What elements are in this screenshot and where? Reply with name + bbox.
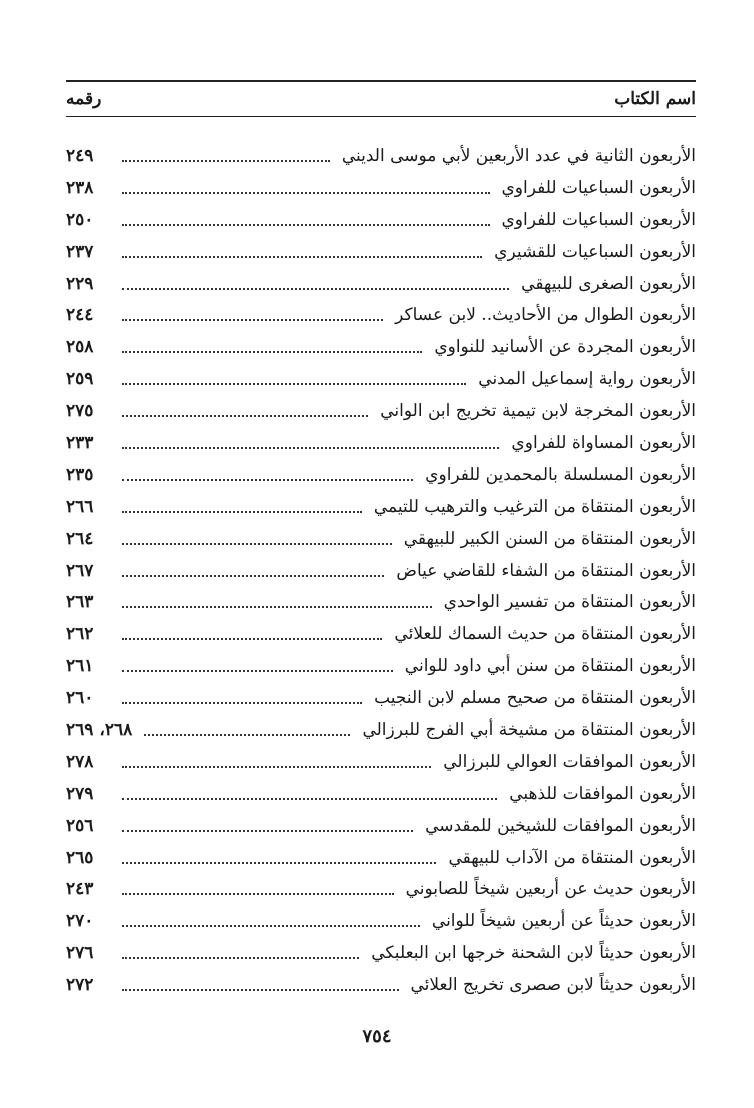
entry-page-number: ٢٦٠: [66, 688, 94, 709]
dot-leader: [122, 849, 436, 867]
entry-title: الأربعون المخرجة لابن تيمية تخريج ابن الواني: [380, 401, 696, 422]
entry-page-number: ٢٦٤: [66, 528, 94, 549]
number-header: رقمه: [66, 89, 102, 109]
entry-title: الأربعون الموافقات للذهبي: [509, 783, 696, 804]
list-item: [66, 778, 696, 810]
list-item: [66, 842, 696, 874]
book-name-header: اسم الكتاب: [614, 89, 696, 109]
entry-page-number: ٢٣٧: [66, 241, 94, 262]
table-header: [66, 84, 696, 114]
entry-title: الأربعون حديث عن أربعين شيخاً للصابوني: [405, 879, 696, 900]
entry-page-number: ٢٧٨: [66, 751, 94, 772]
entry-title: الأربعون السباعيات للقشيري: [494, 241, 696, 262]
list-item: [66, 172, 696, 204]
dot-leader: [122, 466, 413, 484]
entry-page-number: ٢٥٩: [66, 369, 94, 390]
list-item: [66, 873, 696, 905]
list-item: [66, 299, 696, 331]
dot-leader: [122, 944, 359, 962]
dot-leader: [122, 370, 466, 388]
dot-leader: [122, 976, 399, 994]
dot-leader: [122, 785, 497, 803]
dot-leader: [122, 275, 509, 293]
entry-title: الأربعون المنتقاة من حديث السماك للعلائي: [394, 624, 696, 645]
dot-leader: [122, 530, 392, 548]
entry-title: الأربعون رواية إسماعيل المدني: [478, 369, 696, 390]
entry-page-number: ٢٧٢: [66, 975, 94, 996]
list-item: [66, 523, 696, 555]
dot-leader: [144, 721, 350, 739]
list-item: [66, 491, 696, 523]
entry-title: الأربعون السباعيات للفراوي: [501, 209, 696, 230]
dot-leader: [122, 147, 330, 165]
page-number: ٧٥٤: [362, 1026, 392, 1047]
dot-leader: [122, 689, 362, 707]
list-item: [66, 714, 696, 746]
list-item: [66, 555, 696, 587]
dot-leader: [122, 912, 420, 930]
entry-page-number: ٢٤٩: [66, 145, 94, 166]
entry-title: الأربعون الصغرى للبيهقي: [521, 273, 696, 294]
list-item: [66, 937, 696, 969]
entry-title: الأربعون المنتقاة من الشفاء للقاضي عياض: [396, 560, 696, 581]
dot-leader: [122, 211, 490, 229]
entry-title: الأربعون الثانية في عدد الأربعين لأبي موسى الديني: [341, 145, 696, 166]
entry-page-number: ٢٧٥: [66, 401, 94, 422]
entry-title: الأربعون المجردة عن الأسانيد للنواوي: [434, 337, 696, 358]
entry-page-number: ٢٦٨، ٢٦٩: [66, 719, 133, 740]
dot-leader: [122, 306, 383, 324]
entry-title: الأربعون المنتقاة من تفسير الواحدي: [443, 592, 696, 613]
list-item: [66, 236, 696, 268]
entry-title: الأربعون المساواة للفراوي: [511, 432, 696, 453]
dot-leader: [122, 338, 422, 356]
dot-leader: [122, 562, 384, 580]
list-item: [66, 363, 696, 395]
dot-leader: [122, 593, 432, 611]
entry-title: الأربعون حديثاً لابن الشحنة خرجها ابن البعلبكي: [371, 943, 696, 964]
entries-list: [66, 140, 696, 1001]
entry-title: الأربعون المنتقاة من الآداب للبيهقي: [448, 847, 696, 868]
entry-title: الأربعون حديثاً لابن صصرى تخريج العلائي: [410, 975, 696, 996]
entry-page-number: ٢٦٢: [66, 624, 94, 645]
entry-title: الأربعون الموافقات العوالي للبرزالي: [443, 751, 696, 772]
dot-leader: [122, 817, 413, 835]
dot-leader: [122, 434, 499, 452]
entry-page-number: ٢٦٧: [66, 560, 94, 581]
entry-title: الأربعون السباعيات للفراوي: [501, 177, 696, 198]
entry-title: الأربعون المسلسلة بالمحمدين للفراوي: [425, 464, 696, 485]
dot-leader: [122, 657, 393, 675]
entry-page-number: ٢٧٩: [66, 783, 94, 804]
entry-title: الأربعون المنتقاة من صحيح مسلم لابن النجيب: [374, 688, 696, 709]
entry-page-number: ٢٤٤: [66, 305, 94, 326]
entry-page-number: ٢٤٣: [66, 879, 94, 900]
entry-page-number: ٢٦٥: [66, 847, 94, 868]
entry-page-number: ٢٧٦: [66, 943, 94, 964]
entry-title: الأربعون المنتقاة من مشيخة أبي الفرج للبرزالي: [362, 719, 696, 740]
list-item: [66, 746, 696, 778]
entry-page-number: ٢٦١: [66, 656, 94, 677]
list-item: [66, 586, 696, 618]
list-item: [66, 395, 696, 427]
list-item: [66, 905, 696, 937]
dot-leader: [122, 179, 490, 197]
header-rule: [66, 116, 696, 117]
entry-title: الأربعون المنتقاة من الترغيب والترهيب للتيمي: [373, 496, 696, 517]
entry-page-number: ٢٥٨: [66, 337, 94, 358]
entry-page-number: ٢٢٩: [66, 273, 94, 294]
dot-leader: [122, 625, 382, 643]
entry-page-number: ٢٣٣: [66, 432, 94, 453]
list-item: [66, 427, 696, 459]
entry-page-number: ٢٣٨: [66, 177, 94, 198]
entry-page-number: ٢٧٠: [66, 911, 94, 932]
entry-page-number: ٢٥٠: [66, 209, 94, 230]
list-item: [66, 618, 696, 650]
dot-leader: [122, 880, 394, 898]
top-rule: [66, 80, 696, 82]
list-item: [66, 810, 696, 842]
list-item: [66, 650, 696, 682]
list-item: [66, 268, 696, 300]
dot-leader: [122, 402, 368, 420]
entry-page-number: ٢٣٥: [66, 464, 94, 485]
entry-title: الأربعون الموافقات للشيخين للمقدسي: [425, 815, 696, 836]
entry-page-number: ٢٦٣: [66, 592, 94, 613]
entry-title: الأربعون حديثاً عن أربعين شيخاً للواني: [431, 911, 696, 932]
list-item: [66, 459, 696, 491]
entry-title: الأربعون المنتقاة من السنن الكبير للبيهقي: [403, 528, 696, 549]
dot-leader: [122, 498, 362, 516]
dot-leader: [122, 753, 431, 771]
entry-page-number: ٢٥٦: [66, 815, 94, 836]
list-item: [66, 682, 696, 714]
list-item: [66, 331, 696, 363]
list-item: [66, 140, 696, 172]
entry-title: الأربعون الطوال من الأحاديث.. لابن عساكر: [395, 305, 696, 326]
list-item: [66, 969, 696, 1001]
list-item: [66, 204, 696, 236]
dot-leader: [122, 243, 482, 261]
entry-page-number: ٢٦٦: [66, 496, 94, 517]
entry-title: الأربعون المنتقاة من سنن أبي داود للواني: [404, 656, 696, 677]
